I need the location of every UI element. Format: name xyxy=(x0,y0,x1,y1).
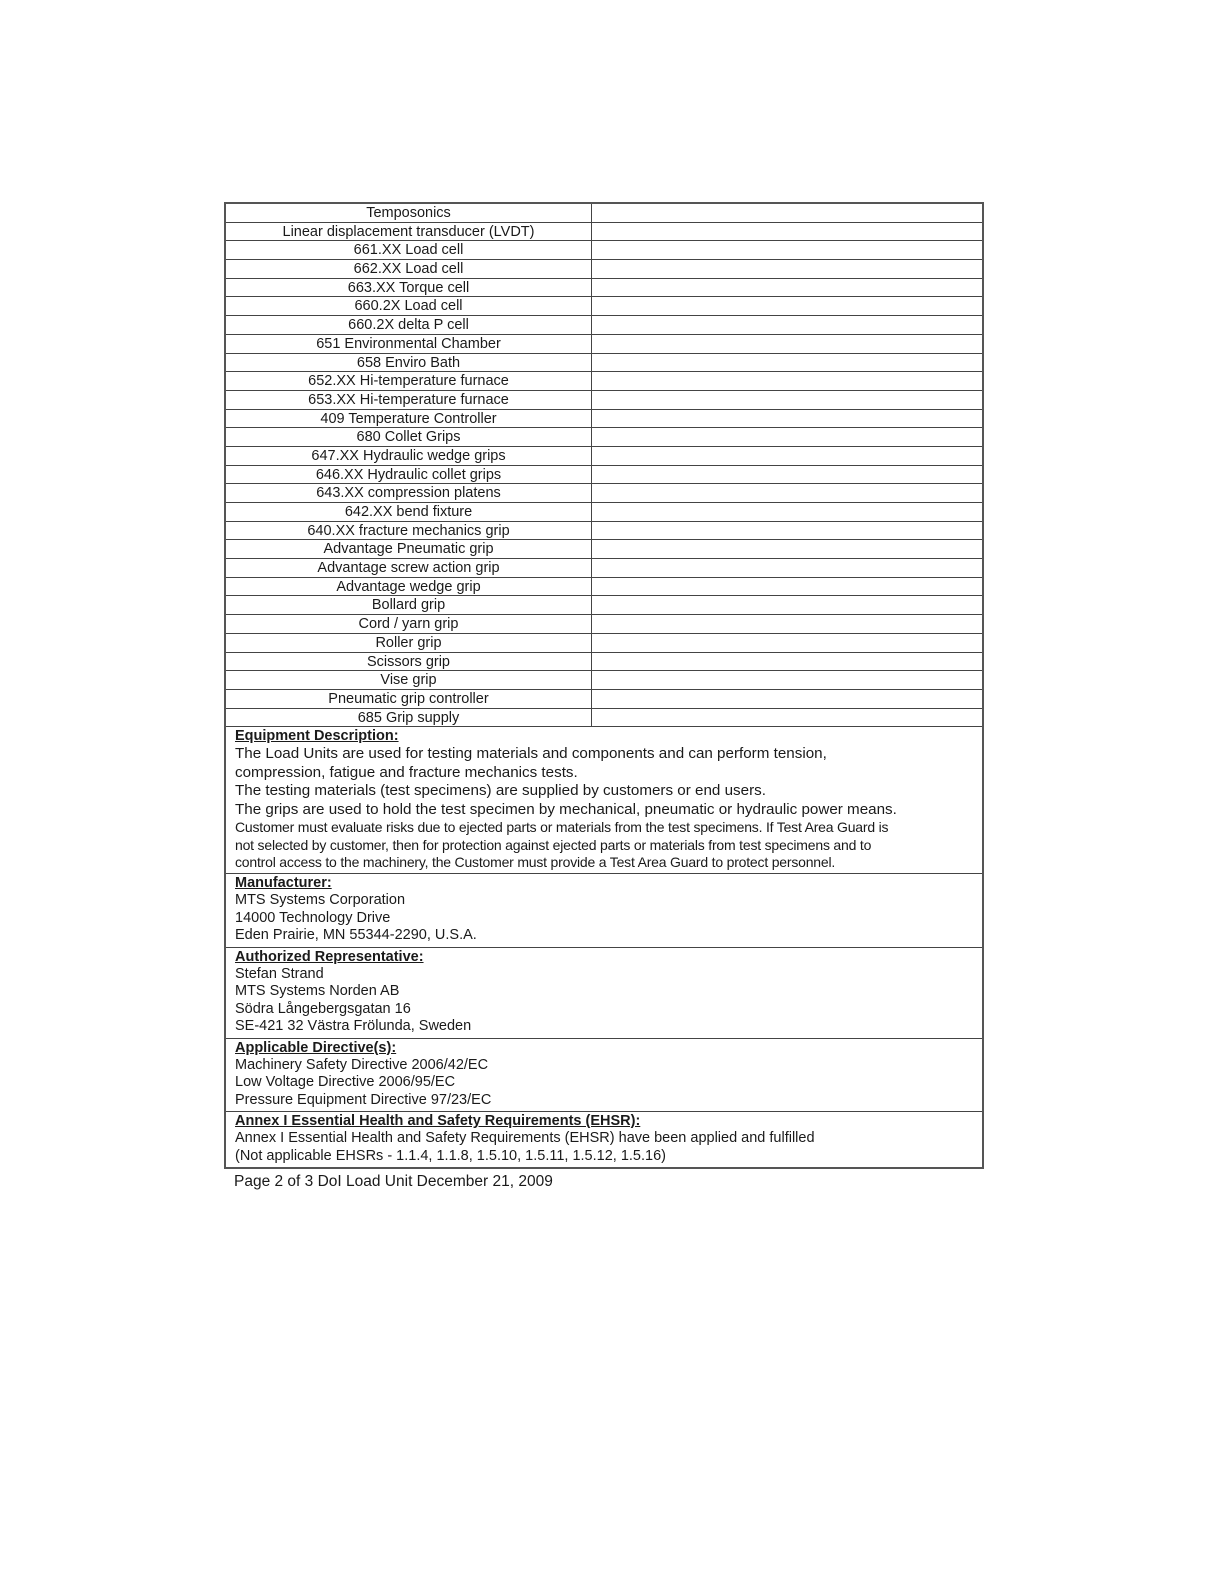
equipment-value-cell xyxy=(592,428,982,446)
section-title: Authorized Representative: xyxy=(235,948,424,965)
representative-line: Stefan Strand xyxy=(235,965,324,982)
applicable-directives-section xyxy=(226,1039,982,1113)
equipment-value-cell xyxy=(592,709,982,727)
description-line: control access to the machinery, the Customer must provide a Test Area Guard to protect personnel. xyxy=(235,853,836,870)
equipment-name-cell: Cord / yarn grip xyxy=(226,615,592,633)
directive-line: Pressure Equipment Directive 97/23/EC xyxy=(235,1091,492,1108)
equipment-value-cell xyxy=(592,391,982,409)
equipment-value-cell xyxy=(592,241,982,259)
equipment-value-cell xyxy=(592,540,982,558)
equipment-row xyxy=(226,391,982,410)
equipment-row xyxy=(226,559,982,578)
equipment-row xyxy=(226,260,982,279)
description-line: The Load Units are used for testing materials and components and can perform tension, xyxy=(235,745,827,763)
equipment-value-cell xyxy=(592,260,982,278)
equipment-value-cell xyxy=(592,559,982,577)
equipment-name-cell: Pneumatic grip controller xyxy=(226,690,592,708)
equipment-name-cell: Temposonics xyxy=(226,204,592,222)
equipment-name-cell: 653.XX Hi-temperature furnace xyxy=(226,391,592,409)
equipment-name-cell: Bollard grip xyxy=(226,596,592,614)
equipment-row xyxy=(226,522,982,541)
directive-line: Machinery Safety Directive 2006/42/EC xyxy=(235,1056,489,1073)
equipment-row xyxy=(226,578,982,597)
representative-line: SE-421 32 Västra Frölunda, Sweden xyxy=(235,1018,472,1035)
description-line: The testing materials (test specimens) are supplied by customers or end users. xyxy=(235,782,766,800)
description-line: Customer must evaluate risks due to ejected parts or materials from the test specimens. If Test Area Guard is xyxy=(235,819,889,836)
equipment-name-cell: Advantage screw action grip xyxy=(226,559,592,577)
equipment-row xyxy=(226,540,982,559)
annex-line: Annex I Essential Health and Safety Requirements (EHSR) have been applied and fulfilled xyxy=(235,1130,815,1147)
equipment-row xyxy=(226,653,982,672)
equipment-name-cell: 685 Grip supply xyxy=(226,709,592,727)
equipment-value-cell xyxy=(592,447,982,465)
equipment-value-cell xyxy=(592,466,982,484)
equipment-row xyxy=(226,709,982,728)
equipment-name-cell: 640.XX fracture mechanics grip xyxy=(226,522,592,540)
equipment-row xyxy=(226,466,982,485)
equipment-value-cell xyxy=(592,297,982,315)
equipment-value-cell xyxy=(592,335,982,353)
equipment-value-cell xyxy=(592,354,982,372)
equipment-name-cell: 647.XX Hydraulic wedge grips xyxy=(226,447,592,465)
equipment-row xyxy=(226,372,982,391)
annex-section xyxy=(226,1112,982,1167)
equipment-name-cell: 660.2X delta P cell xyxy=(226,316,592,334)
equipment-name-cell: 662.XX Load cell xyxy=(226,260,592,278)
equipment-row xyxy=(226,241,982,260)
equipment-name-cell: Roller grip xyxy=(226,634,592,652)
equipment-row xyxy=(226,297,982,316)
equipment-name-cell: 661.XX Load cell xyxy=(226,241,592,259)
manufacturer-line: 14000 Technology Drive xyxy=(235,909,391,926)
equipment-row xyxy=(226,316,982,335)
equipment-name-cell: 651 Environmental Chamber xyxy=(226,335,592,353)
equipment-value-cell xyxy=(592,671,982,689)
equipment-row xyxy=(226,503,982,522)
equipment-row xyxy=(226,690,982,709)
equipment-value-cell xyxy=(592,615,982,633)
equipment-row xyxy=(226,671,982,690)
equipment-value-cell xyxy=(592,316,982,334)
equipment-value-cell xyxy=(592,204,982,222)
equipment-name-cell: 409 Temperature Controller xyxy=(226,410,592,428)
equipment-row xyxy=(226,428,982,447)
section-title: Equipment Description: xyxy=(235,728,399,745)
section-title: Annex I Essential Health and Safety Requirements (EHSR): xyxy=(235,1113,641,1130)
equipment-name-cell: Advantage Pneumatic grip xyxy=(226,540,592,558)
equipment-value-cell xyxy=(592,522,982,540)
equipment-row xyxy=(226,484,982,503)
equipment-name-cell: 652.XX Hi-temperature furnace xyxy=(226,372,592,390)
equipment-name-cell: 660.2X Load cell xyxy=(226,297,592,315)
equipment-name-cell: 680 Collet Grips xyxy=(226,428,592,446)
equipment-value-cell xyxy=(592,410,982,428)
section-title: Manufacturer: xyxy=(235,875,332,892)
equipment-name-cell: Scissors grip xyxy=(226,653,592,671)
equipment-value-cell xyxy=(592,503,982,521)
equipment-name-cell: Linear displacement transducer (LVDT) xyxy=(226,223,592,241)
equipment-row xyxy=(226,615,982,634)
equipment-value-cell xyxy=(592,690,982,708)
authorized-representative-section xyxy=(226,948,982,1039)
representative-line: Södra Långebergsgatan 16 xyxy=(235,1000,411,1017)
equipment-row xyxy=(226,634,982,653)
equipment-name-cell: 643.XX compression platens xyxy=(226,484,592,502)
equipment-description-section xyxy=(226,727,982,874)
equipment-row xyxy=(226,447,982,466)
equipment-name-cell: 642.XX bend fixture xyxy=(226,503,592,521)
equipment-list xyxy=(226,204,982,727)
equipment-value-cell xyxy=(592,578,982,596)
equipment-row xyxy=(226,354,982,373)
equipment-value-cell xyxy=(592,653,982,671)
directive-line: Low Voltage Directive 2006/95/EC xyxy=(235,1074,456,1091)
manufacturer-section xyxy=(226,874,982,948)
equipment-name-cell: Advantage wedge grip xyxy=(226,578,592,596)
equipment-value-cell xyxy=(592,596,982,614)
section-title: Applicable Directive(s): xyxy=(235,1039,397,1056)
declaration-table xyxy=(224,202,984,1169)
equipment-row xyxy=(226,223,982,242)
description-line: compression, fatigue and fracture mechanics tests. xyxy=(235,763,578,781)
equipment-name-cell: 646.XX Hydraulic collet grips xyxy=(226,466,592,484)
equipment-row xyxy=(226,279,982,298)
equipment-row xyxy=(226,596,982,615)
page-footer: Page 2 of 3 DoI Load Unit December 21, 2009 xyxy=(234,1173,553,1190)
representative-line: MTS Systems Norden AB xyxy=(235,983,400,1000)
annex-line: (Not applicable EHSRs - 1.1.4, 1.1.8, 1.5.10, 1.5.11, 1.5.12, 1.5.16) xyxy=(235,1147,666,1164)
equipment-value-cell xyxy=(592,279,982,297)
equipment-value-cell xyxy=(592,372,982,390)
equipment-name-cell: 663.XX Torque cell xyxy=(226,279,592,297)
equipment-value-cell xyxy=(592,223,982,241)
description-line: not selected by customer, then for protection against ejected parts or materials from test specimens and to xyxy=(235,836,872,853)
equipment-name-cell: 658 Enviro Bath xyxy=(226,354,592,372)
equipment-value-cell xyxy=(592,484,982,502)
manufacturer-line: MTS Systems Corporation xyxy=(235,892,406,909)
description-line: The grips are used to hold the test specimen by mechanical, pneumatic or hydraulic power means. xyxy=(235,800,897,818)
equipment-name-cell: Vise grip xyxy=(226,671,592,689)
equipment-row xyxy=(226,204,982,223)
equipment-row xyxy=(226,410,982,429)
manufacturer-line: Eden Prairie, MN 55344-2290, U.S.A. xyxy=(235,927,477,944)
equipment-row xyxy=(226,335,982,354)
equipment-value-cell xyxy=(592,634,982,652)
